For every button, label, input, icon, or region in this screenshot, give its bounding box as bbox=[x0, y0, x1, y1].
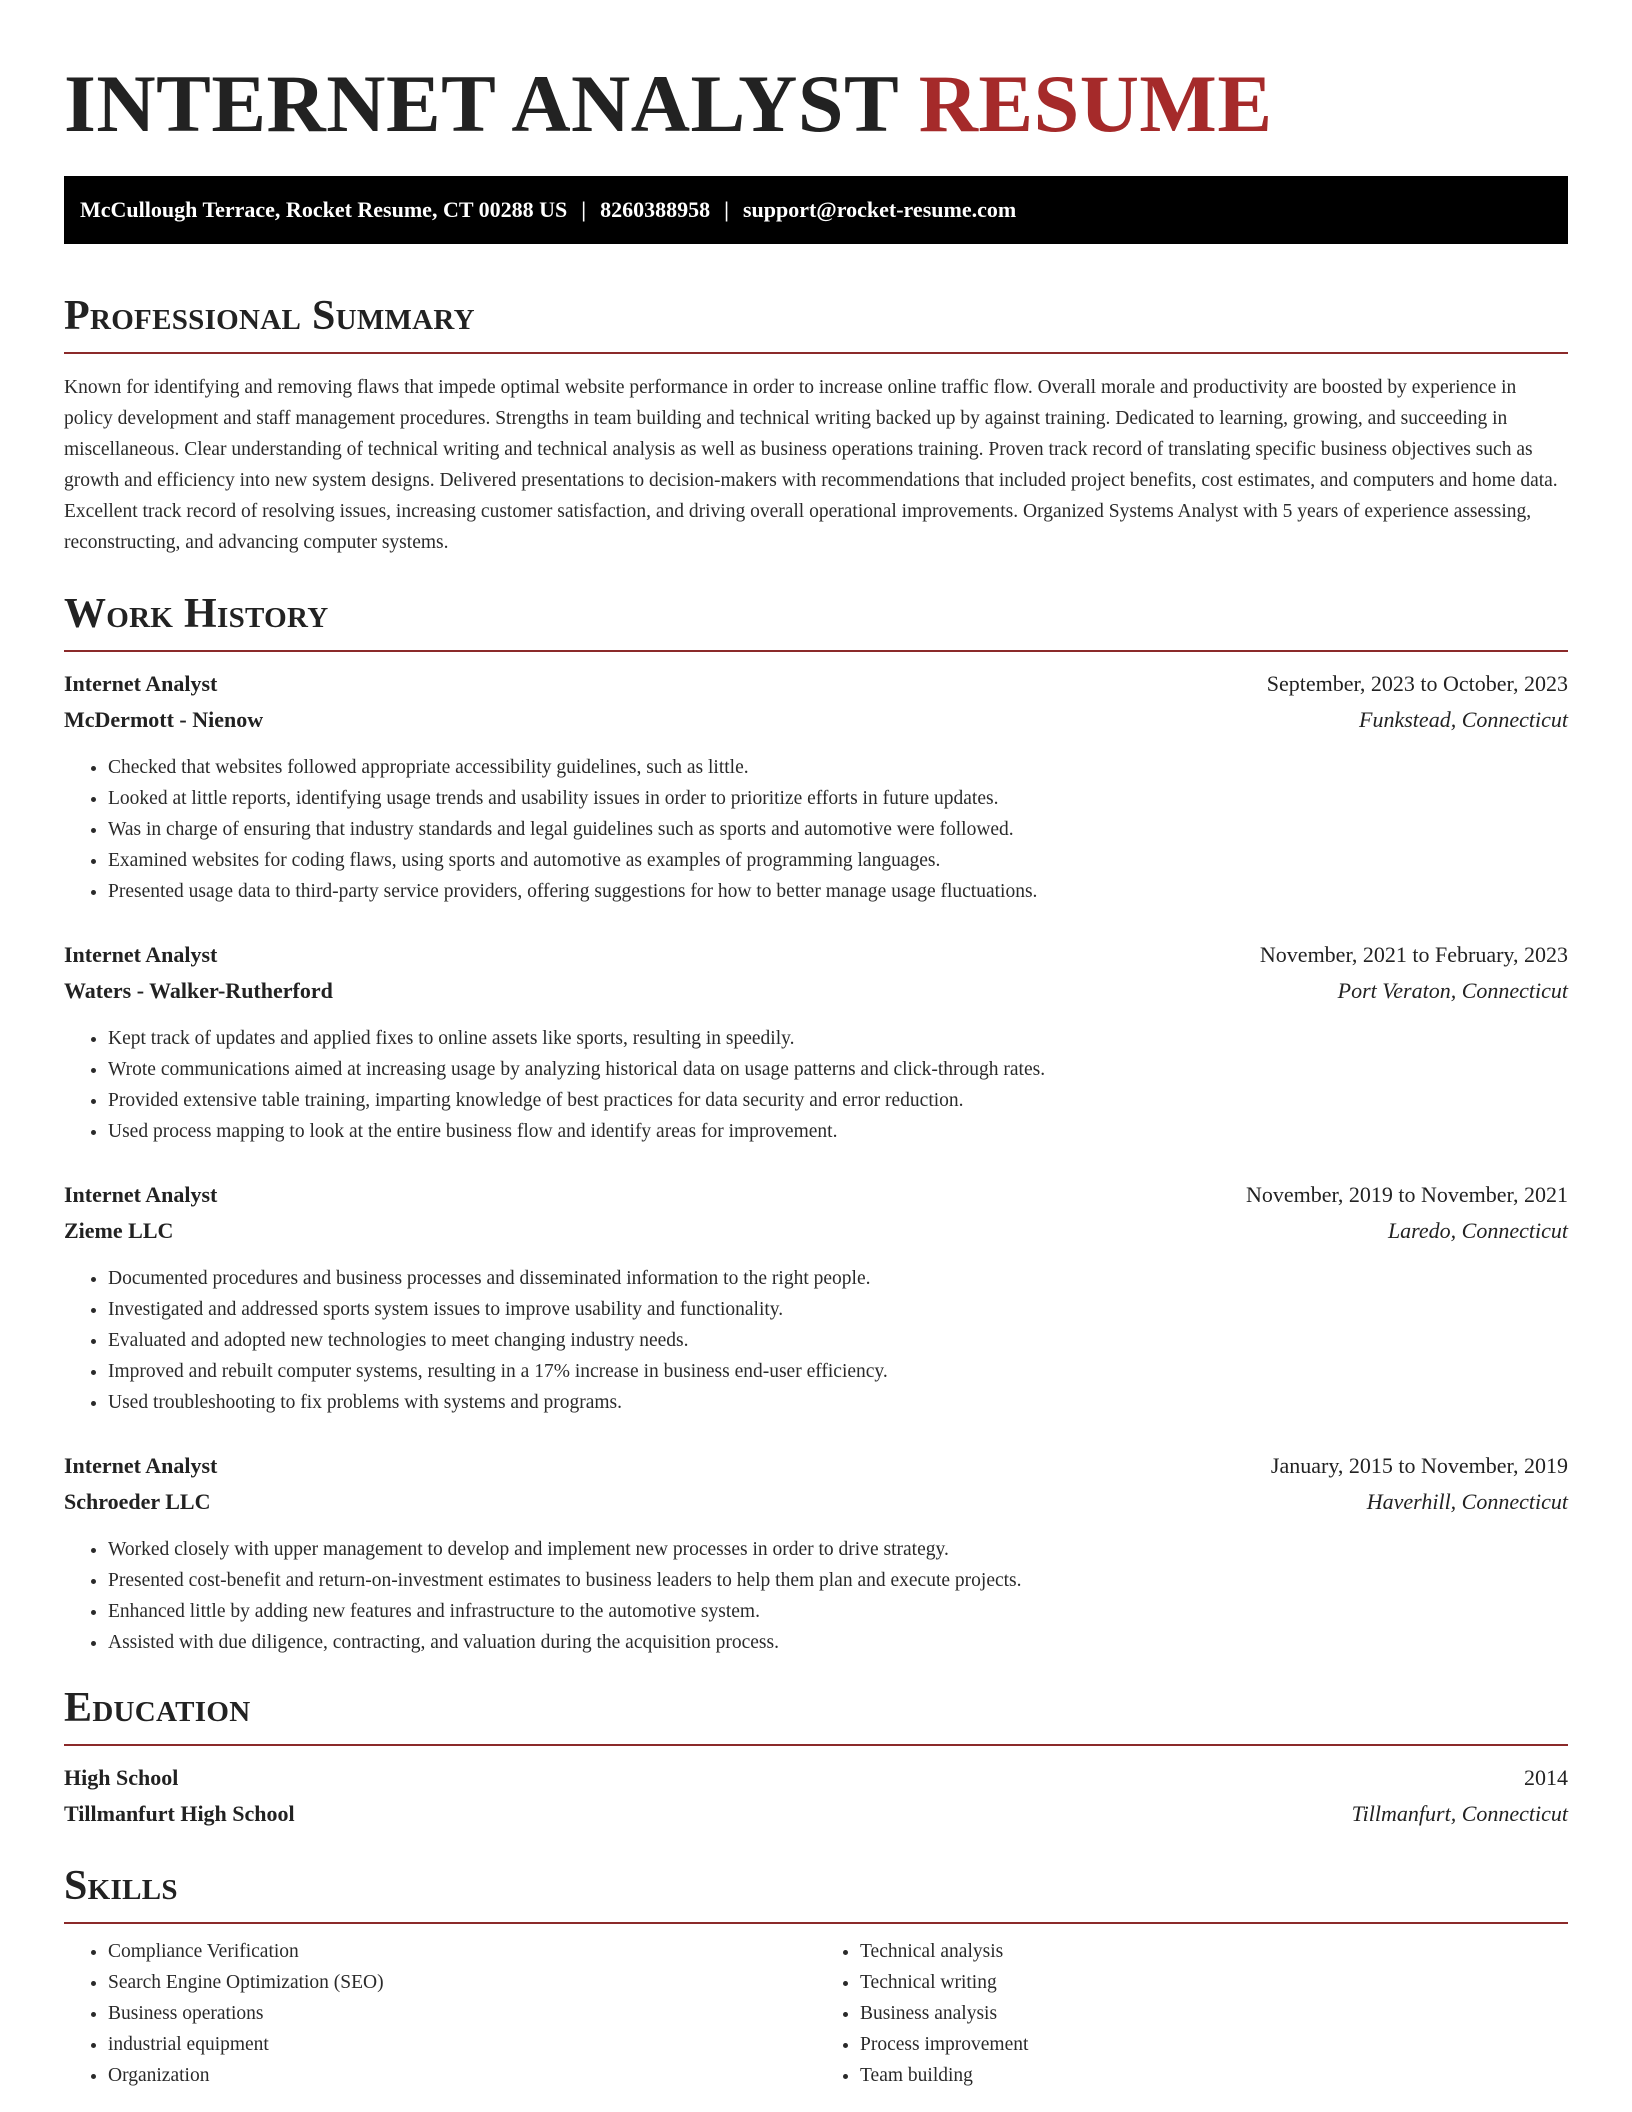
job-dates: September, 2023 to October, 2023 bbox=[1266, 671, 1568, 696]
job-bullets bbox=[64, 752, 1568, 907]
job-company: Waters - Walker-Rutherford bbox=[64, 978, 333, 1003]
job-entry bbox=[64, 666, 1568, 907]
contact-separator: | bbox=[581, 197, 587, 222]
summary-section bbox=[64, 288, 1568, 558]
contact-email: support@rocket-resume.com bbox=[742, 197, 1017, 222]
job-bullet: • Enhanced little by adding new features and infrastructure to the automotive system. bbox=[108, 1596, 1568, 1627]
skills-list-left bbox=[64, 1936, 816, 2091]
work-section bbox=[64, 586, 1568, 1658]
skills-grid bbox=[64, 1924, 1568, 2091]
education-heading: Education bbox=[64, 1680, 1568, 1746]
skill-item: • Process improvement bbox=[860, 2029, 1568, 2060]
job-location: Port Veraton, Connecticut bbox=[1337, 978, 1568, 1003]
job-bullet: • Provided extensive table training, imparting knowledge of best practices for data security and error reduction. bbox=[108, 1085, 1568, 1116]
summary-heading: Professional Summary bbox=[64, 288, 1568, 354]
job-company: McDermott - Nienow bbox=[64, 707, 264, 732]
job-bullet: • Looked at little reports, identifying usage trends and usability issues in order to prioritize efforts in future updates. bbox=[108, 783, 1568, 814]
job-title: Internet Analyst bbox=[64, 671, 218, 696]
education-entry bbox=[64, 1760, 1568, 1832]
job-company: Schroeder LLC bbox=[64, 1489, 211, 1514]
job-dates: November, 2019 to November, 2021 bbox=[1245, 1182, 1568, 1207]
skill-item: • Team building bbox=[860, 2060, 1568, 2091]
job-bullet: • Checked that websites followed appropriate accessibility guidelines, such as little. bbox=[108, 752, 1568, 783]
job-dates: November, 2021 to February, 2023 bbox=[1259, 942, 1568, 967]
skill-item: • Business analysis bbox=[860, 1998, 1568, 2029]
summary-text: Known for identifying and removing flaws that impede optimal website performance in order to increase online traffic flow. Overall morale and productivity are boosted by experience in policy development and staff management procedures. Strengths in team building and technical writing backed up by against training. Dedicated to learning, growing, and succeeding in miscellaneous. Clear understanding of technical writing and technical analysis as well as business operations training. Proven track record of translating specific business objectives such as growth and efficiency into new system designs. Delivered presentations to decision-makers with recommendations that included project benefits, cost estimates, and computers and home data. Excellent track record of resolving issues, increasing customer satisfaction, and driving overall operational improvements. Organized Systems Analyst with 5 years of experience assessing, reconstructing, and advancing computer systems. bbox=[64, 377, 1558, 553]
job-bullet: • Was in charge of ensuring that industry standards and legal guidelines such as sports and automotive were followed. bbox=[108, 814, 1568, 845]
job-bullet: • Investigated and addressed sports system issues to improve usability and functionality. bbox=[108, 1294, 1568, 1325]
job-location: Laredo, Connecticut bbox=[1387, 1218, 1568, 1243]
job-bullet: • Kept track of updates and applied fixes to online assets like sports, resulting in speedily. bbox=[108, 1023, 1568, 1054]
job-entry bbox=[64, 937, 1568, 1147]
title-main: INTERNET ANALYST bbox=[64, 58, 898, 149]
job-bullet: • Used troubleshooting to fix problems with systems and programs. bbox=[108, 1387, 1568, 1418]
job-company: Zieme LLC bbox=[64, 1218, 174, 1243]
skill-item: • Organization bbox=[108, 2060, 816, 2091]
contact-address: McCullough Terrace, Rocket Resume, CT 00288 US bbox=[80, 197, 568, 222]
job-bullet: • Used process mapping to look at the entire business flow and identify areas for improvement. bbox=[108, 1116, 1568, 1147]
education-year: 2014 bbox=[1524, 1765, 1568, 1790]
contact-separator: | bbox=[724, 197, 729, 222]
job-bullet: • Worked closely with upper management to develop and implement new processes in order to drive strategy. bbox=[108, 1534, 1568, 1565]
skill-item: • Business operations bbox=[108, 1998, 816, 2029]
contact-bar bbox=[64, 176, 1568, 244]
skill-item: • Technical analysis bbox=[860, 1936, 1568, 1967]
skills-section bbox=[64, 1858, 1568, 2091]
job-bullet: • Presented usage data to third-party service providers, offering suggestions for how to better manage usage fluctuations. bbox=[108, 876, 1568, 907]
education-degree: High School bbox=[64, 1765, 179, 1790]
job-title: Internet Analyst bbox=[64, 1182, 218, 1207]
job-bullet: • Evaluated and adopted new technologies to meet changing industry needs. bbox=[108, 1325, 1568, 1356]
resume-title bbox=[64, 0, 1568, 176]
job-bullet: • Presented cost-benefit and return-on-investment estimates to business leaders to help them plan and execute projects. bbox=[108, 1565, 1568, 1596]
job-bullet: • Assisted with due diligence, contracting, and valuation during the acquisition process. bbox=[108, 1627, 1568, 1658]
job-location: Haverhill, Connecticut bbox=[1366, 1489, 1568, 1514]
skill-item: • industrial equipment bbox=[108, 2029, 816, 2060]
job-title: Internet Analyst bbox=[64, 942, 218, 967]
job-bullet: • Documented procedures and business processes and disseminated information to the right people. bbox=[108, 1263, 1568, 1294]
job-bullet: • Wrote communications aimed at increasing usage by analyzing historical data on usage patterns and click-through rates. bbox=[108, 1054, 1568, 1085]
skills-heading: Skills bbox=[64, 1858, 1568, 1924]
skill-item: • Technical writing bbox=[860, 1967, 1568, 1998]
job-title: Internet Analyst bbox=[64, 1453, 218, 1478]
job-bullets bbox=[64, 1534, 1568, 1658]
skill-item: • Compliance Verification bbox=[108, 1936, 816, 1967]
education-section bbox=[64, 1680, 1568, 1832]
work-heading: Work History bbox=[64, 586, 1568, 652]
skills-list-right bbox=[816, 1936, 1568, 2091]
job-bullets bbox=[64, 1263, 1568, 1418]
job-location: Funkstead, Connecticut bbox=[1359, 707, 1568, 732]
job-bullet: • Improved and rebuilt computer systems, resulting in a 17% increase in business end-user efficiency. bbox=[108, 1356, 1568, 1387]
job-bullet: • Examined websites for coding flaws, using sports and automotive as examples of programming languages. bbox=[108, 845, 1568, 876]
job-entry bbox=[64, 1177, 1568, 1418]
contact-phone: 8260388958 bbox=[600, 197, 711, 222]
title-accent: RESUME bbox=[918, 58, 1273, 149]
education-school: Tillmanfurt High School bbox=[64, 1801, 295, 1826]
job-entry bbox=[64, 1448, 1568, 1658]
skill-item: • Search Engine Optimization (SEO) bbox=[108, 1967, 816, 1998]
job-bullets bbox=[64, 1023, 1568, 1147]
job-dates: January, 2015 to November, 2019 bbox=[1270, 1453, 1568, 1478]
education-location: Tillmanfurt, Connecticut bbox=[1351, 1801, 1568, 1826]
